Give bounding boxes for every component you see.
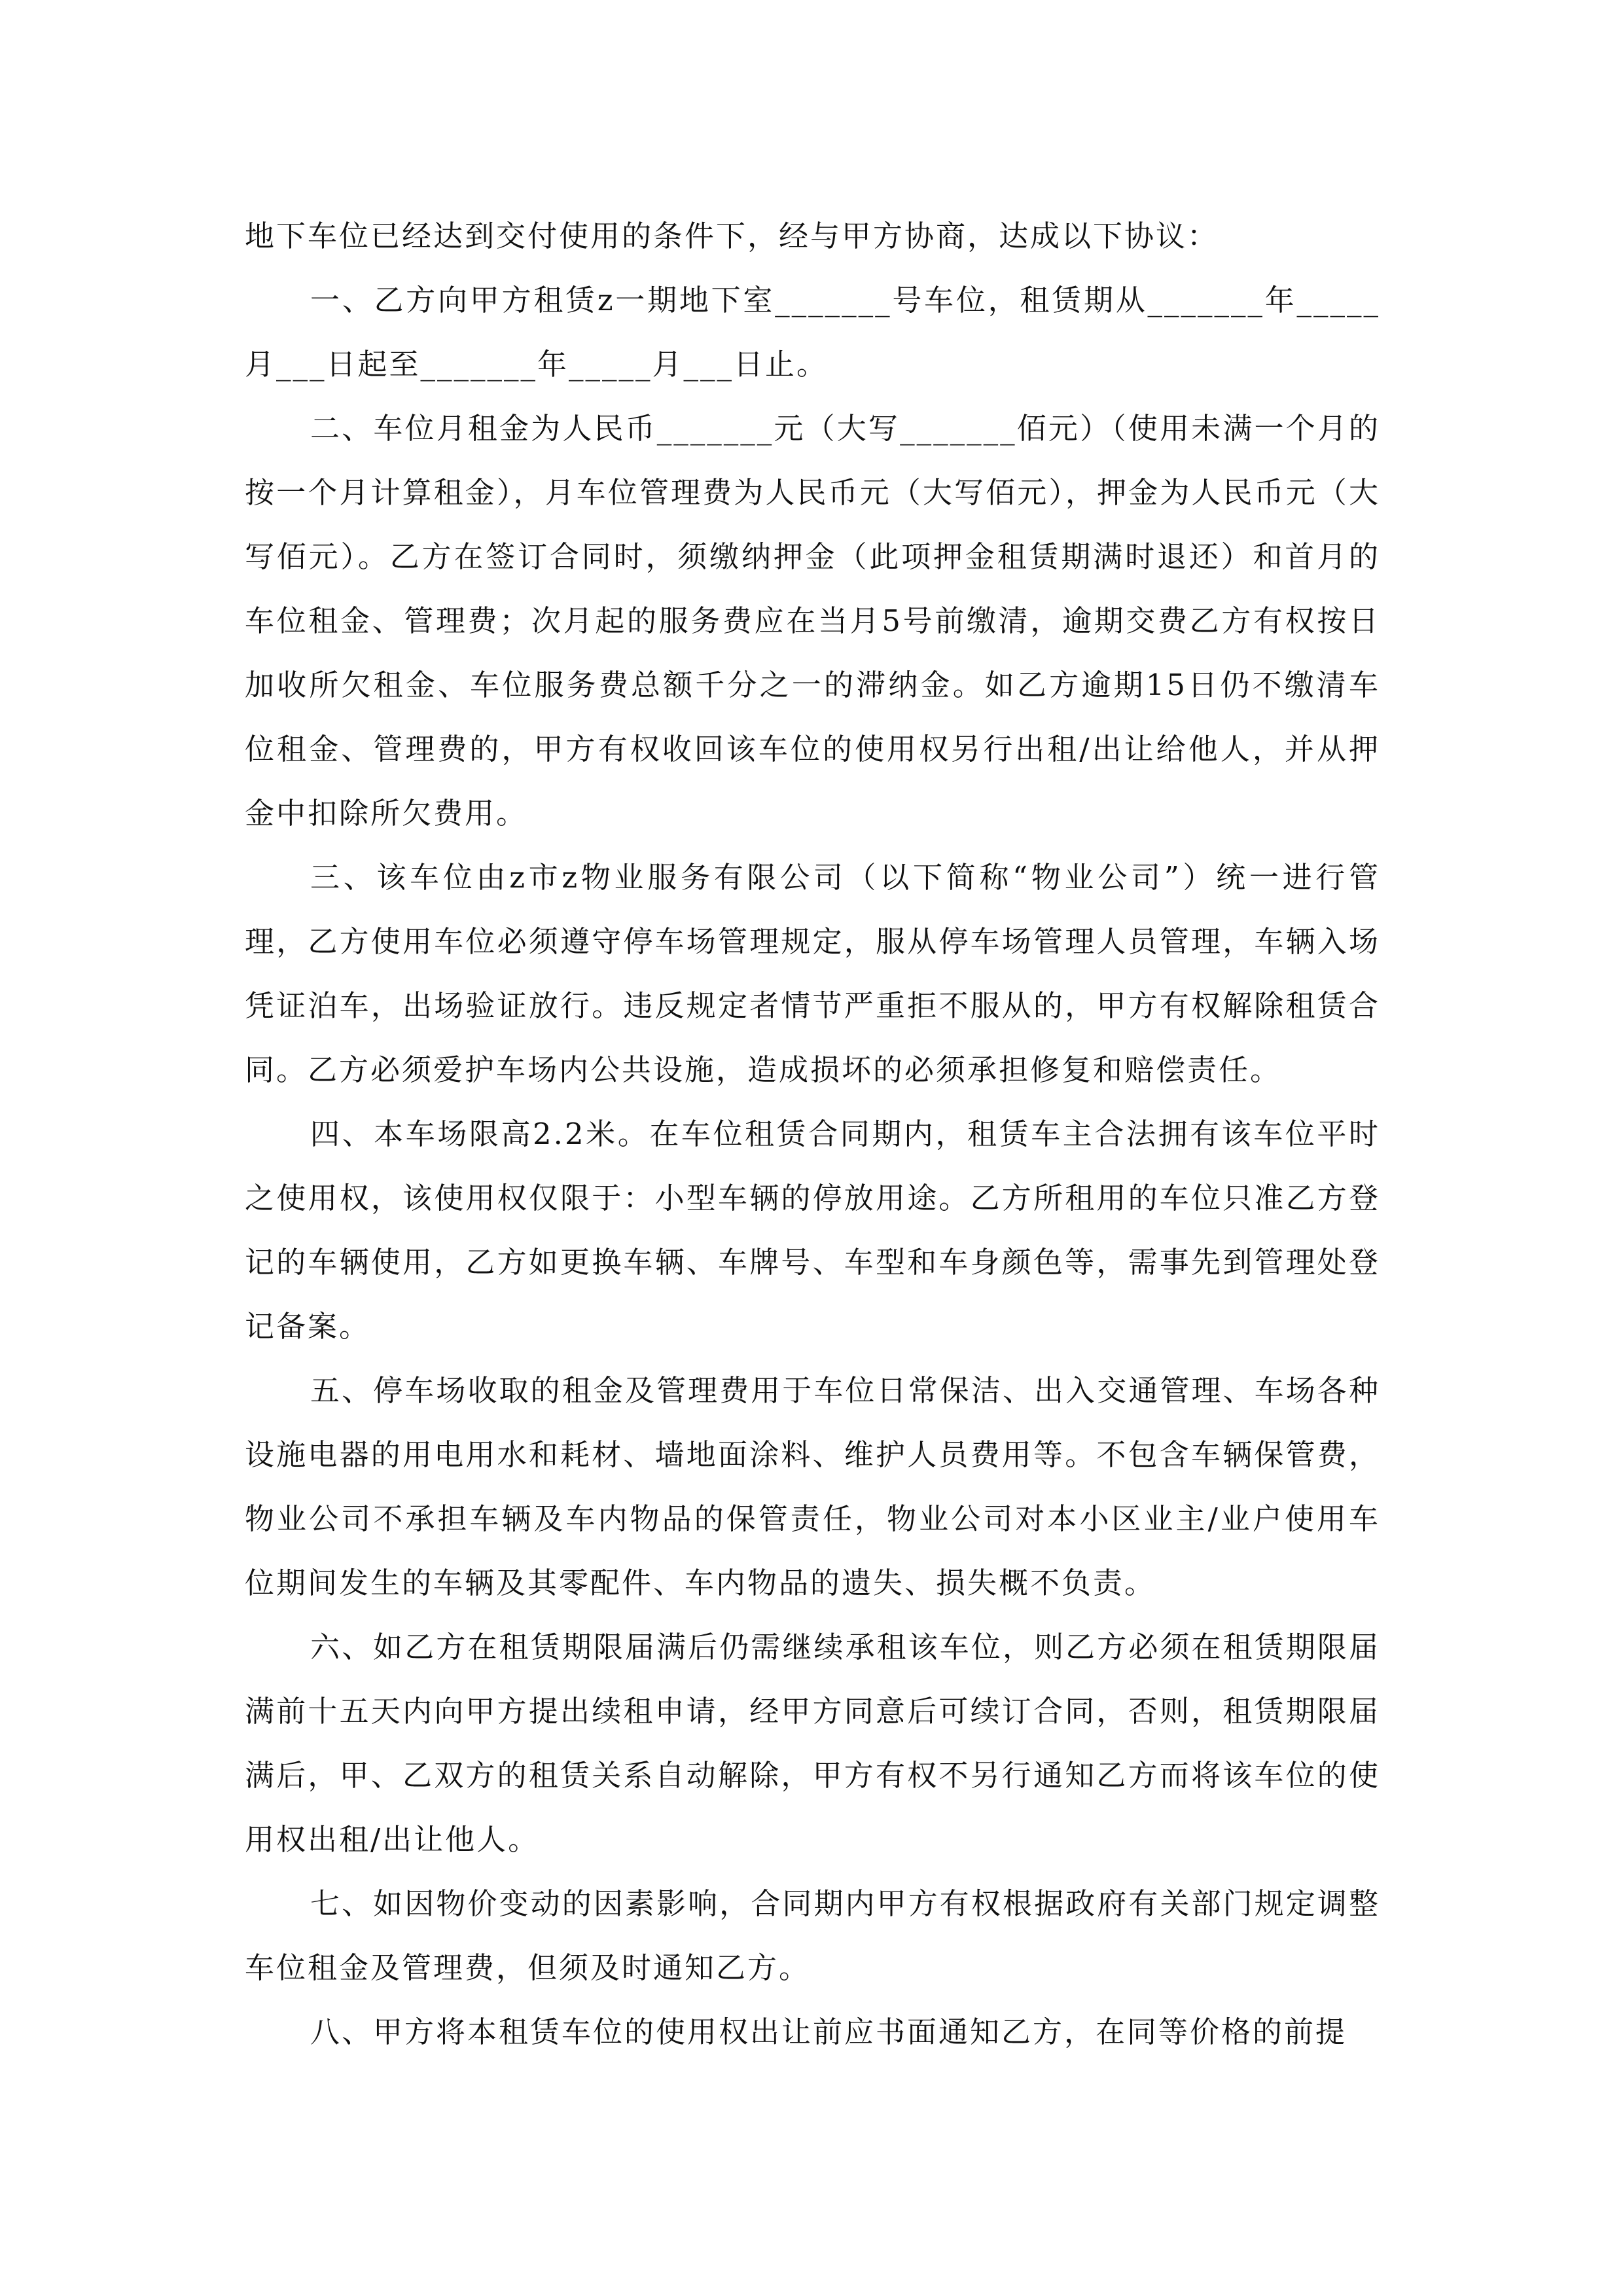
paragraph-intro: 地下车位已经达到交付使用的条件下，经与甲方协商，达成以下协议： xyxy=(245,219,1219,253)
paragraph-clause-4: 四、本车场限高2.2米。在车位租赁合同期内，租赁车主合法拥有该车位平时之使用权，该使用权仅限于：小型车辆的停放用途。乙方所租用的车位只准乙方登记的车辆使用，乙方如更换车辆、车牌号、车型和车身颜色等，需事先到管理处登记备案。 xyxy=(245,1117,1380,1344)
paragraph-clause-8: 八、甲方将本租赁车位的使用权出让前应书面通知乙方，在同等价格的前提 xyxy=(310,2015,1347,2049)
paragraph-clause-7: 七、如因物价变动的因素影响，合同期内甲方有权根据政府有关部门规定调整车位租金及管理费，但须及时通知乙方。 xyxy=(245,1886,1380,1985)
paragraph-clause-3: 三、该车位由z市z物业服务有限公司（以下简称“物业公司”）统一进行管理，乙方使用车位必须遵守停车场管理规定，服从停车场管理人员管理，车辆入场凭证泊车，出场验证放行。违反规定者情节严重拒不服从的，甲方有权解除租赁合同。乙方必须爱护车场内公共设施，造成损坏的必须承担修复和赔偿责任。 xyxy=(245,860,1380,1087)
paragraph-clause-5: 五、停车场收取的租金及管理费用于车位日常保洁、出入交通管理、车场各种设施电器的用电用水和耗材、墙地面涂料、维护人员费用等。不包含车辆保管费，物业公司不承担车辆及车内物品的保管责任，物业公司对本小区业主/业户使用车位期间发生的车辆及其零配件、车内物品的遗失、损失概不负责。 xyxy=(245,1373,1380,1600)
paragraph-clause-2: 二、车位月租金为人民币_______元（大写_______佰元）（使用未满一个月的按一个月计算租金），月车位管理费为人民币元（大写佰元），押金为人民币元（大写佰元）。乙方在签订合同时，须缴纳押金（此项押金租赁期满时退还）和首月的车位租金、管理费；次月起的服务费应在当月5号前缴清，逾期交费乙方有权按日加收所欠租金、车位服务费总额千分之一的滞纳金。如乙方逾期15日仍不缴清车位租金、管理费的，甲方有权收回该车位的使用权另行出租/出让给他人，并从押金中扣除所欠费用。 xyxy=(245,411,1380,831)
contract-body xyxy=(245,204,1380,2064)
paragraph-clause-6: 六、如乙方在租赁期限届满后仍需继续承租该车位，则乙方必须在租赁期限届满前十五天内向甲方提出续租申请，经甲方同意后可续订合同，否则，租赁期限届满后，甲、乙双方的租赁关系自动解除，甲方有权不另行通知乙方而将该车位的使用权出租/出让他人。 xyxy=(245,1630,1380,1857)
paragraph-clause-1: 一、乙方向甲方租赁z一期地下室_______号车位，租赁期从_______年_____月___日起至_______年_____月___日止。 xyxy=(245,283,1380,382)
